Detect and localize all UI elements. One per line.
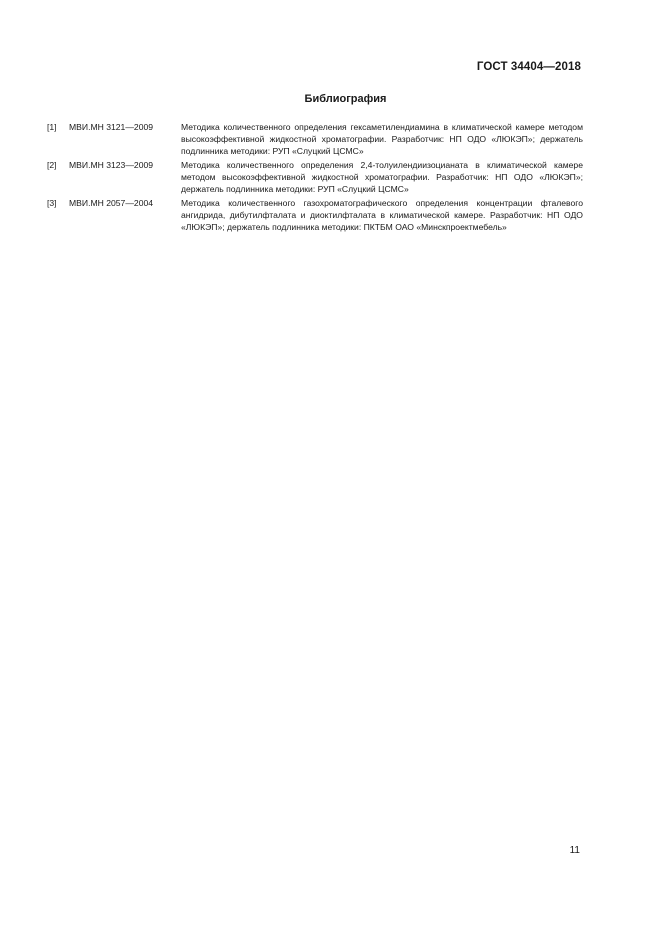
page-number: 11 [569,845,580,856]
entry-number: [1] [47,122,57,132]
entry-description: Методика количественного газохроматографического определения концентрации фталевого ангидрида, дибутилфталата и диоктилфталата в климатической камере. Разработчик: НП ОДО «ЛЮКЭП»; держатель подлинника методики: ПКТБМ ОАО «Минскпроектмебель» [181,198,583,232]
bibliography-entry [47,159,583,195]
entry-description: Методика количественного определения 2,4-толуилендиизоцианата в климатической камере методом высокоэффективной жидкостной хроматографии. Разработчик: НП ОДО «ЛЮКЭП»; держатель подлинника методики: РУП «Слуцкий ЦСМС» [181,160,583,194]
bibliography-entry [47,121,583,157]
entry-number: [2] [47,160,57,170]
entry-number: [3] [47,198,57,208]
entry-code: МВИ.МН 3123—2009 [69,160,154,170]
bibliography-entry [47,197,583,233]
document-code: ГОСТ 34404—2018 [476,61,581,73]
entry-code: МВИ.МН 2057—2004 [69,198,154,208]
section-title: Библиография [304,93,387,105]
entry-description: Методика количественного определения гексаметилендиамина в климатической камере методом высокоэффективной жидкостной хроматографии. Разработчик: НП ОДО «ЛЮКЭП»; держатель подлинника методики: РУП «Слуцкий ЦСМС» [181,122,583,156]
entry-code: МВИ.МН 3121—2009 [69,122,154,132]
bibliography-list [47,121,583,235]
